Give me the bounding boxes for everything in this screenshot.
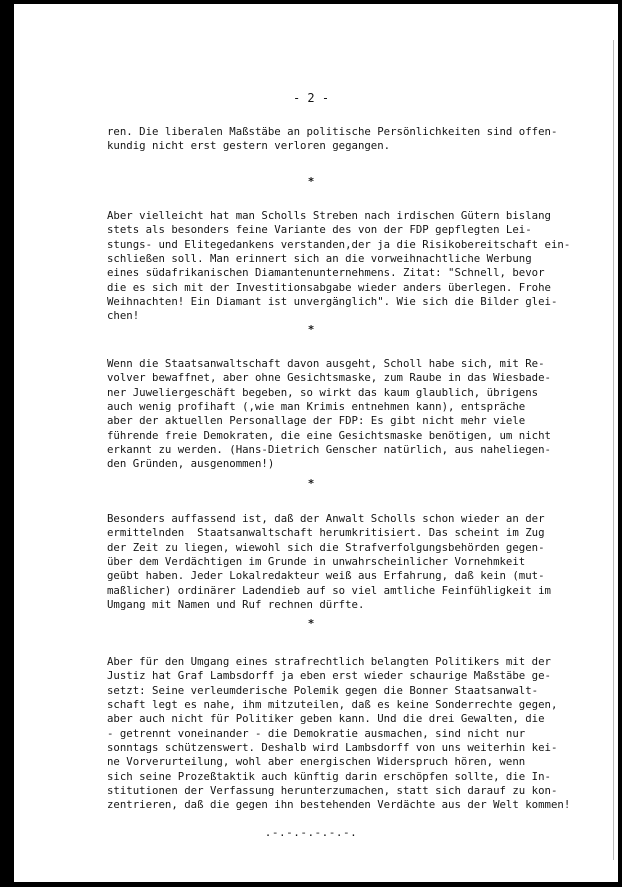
text-line: schaft legt es nahe, ihm mitzuteilen, daß es keine Sonderrechte gegen,: [107, 698, 558, 712]
text-line: Aber vielleicht hat man Scholls Streben nach irdischen Gütern bislang: [107, 209, 551, 222]
text-line: Besonders auffassend ist, daß der Anwalt Scholls schon wieder an der: [107, 512, 545, 525]
text-line: stets als besonders feine Variante des von der FDP gepflegten Lei-: [107, 223, 532, 237]
scan-border-bottom: [0, 882, 622, 887]
scan-border-top: [0, 0, 622, 4]
text-line: Weihnachten! Ein Diamant ist unvergänglich". Wie sich die Bilder glei-: [107, 295, 558, 309]
section-separator: *: [307, 617, 315, 630]
end-marker: .-.-.-.-.-.-.: [264, 826, 358, 839]
text-line: über dem Verdächtigen im Grunde in unwahrscheinlicher Vornehmkeit: [107, 555, 526, 569]
text-line: Wenn die Staatsanwaltschaft davon ausgeht, Scholl habe sich, mit Re-: [107, 357, 545, 370]
text-line: ermittelnden Staatsanwaltschaft herumkritisiert. Das scheint im Zug: [107, 526, 545, 540]
text-line: - getrennt voneinander - die Demokratie ausmachen, sind nicht nur: [107, 726, 526, 740]
section-separator: *: [307, 175, 315, 188]
text-line: Aber für den Umgang eines strafrechtlich belangten Politikers mit der: [107, 655, 551, 668]
paragraph-1: [107, 125, 595, 154]
section-separator: *: [307, 323, 315, 336]
text-line: volver bewaffnet, aber ohne Gesichtsmaske, zum Raube in das Wiesbade-: [107, 371, 551, 385]
text-line: geübt haben. Jeder Lokalredakteur weiß aus Erfahrung, daß kein (mut-: [107, 569, 545, 583]
text-line: ner Juweliergeschäft begeben, so wirkt das kaum glaublich, übrigens: [107, 385, 539, 399]
paragraph-3: [107, 357, 595, 472]
scan-border-right: [618, 0, 622, 887]
paragraph-2: [107, 209, 595, 324]
text-line: aber der aktuellen Personallage der FDP: Es gibt nicht mehr viele: [107, 414, 526, 428]
text-line: zentrieren, daß die gegen ihn bestehenden Verdächte aus der Welt kommen!: [107, 798, 571, 812]
text-line: der Zeit zu liegen, wiewohl sich die Strafverfolgungsbehörden gegen-: [107, 540, 545, 554]
paragraph-5: [107, 655, 595, 813]
text-line: schließen soll. Man erinnert sich an die vorweihnachtliche Werbung: [107, 252, 532, 266]
text-line: eines südafrikanischen Diamantenunternehmens. Zitat: "Schnell, bevor: [107, 266, 545, 280]
text-line: kundig nicht erst gestern verloren gegangen.: [107, 139, 391, 153]
page-number: - 2 -: [292, 91, 330, 105]
text-line: sich seine Prozeßtaktik auch künftig darin erschöpfen sollte, die In-: [107, 769, 551, 783]
text-line: Umgang mit Namen und Ruf rechnen dürfte.: [107, 598, 365, 612]
scan-border-left: [0, 0, 14, 887]
text-line: aber auch nicht für Politiker geben kann. Und die drei Gewalten, die: [107, 712, 545, 726]
section-separator: *: [307, 477, 315, 490]
text-line: stungs- und Elitegedankens verstanden,der ja die Risikobereitschaft ein-: [107, 237, 571, 251]
text-line: ne Vorverurteilung, wohl aber energischen Widerspruch hören, wenn: [107, 755, 526, 769]
text-line: chen!: [107, 309, 140, 323]
text-line: erkannt zu werden. (Hans-Dietrich Genscher natürlich, aus naheliegen-: [107, 443, 551, 457]
text-line: die es sich mit der Investitionsabgabe wieder anders überlegen. Frohe: [107, 280, 551, 294]
text-line: stitutionen der Verfassung herunterzumachen, statt sich darauf zu kon-: [107, 784, 558, 798]
text-line: sonntags schützenswert. Deshalb wird Lambsdorff von uns weiterhin kei-: [107, 741, 558, 755]
text-line: auch wenig profihaft (,wie man Krimis entnehmen kann), entspräche: [107, 400, 526, 414]
scan-edge-line: [613, 40, 614, 860]
text-line: maßlicher) ordinärer Ladendieb auf so viel amtliche Feinfühligkeit im: [107, 583, 551, 597]
paragraph-4: [107, 512, 595, 612]
text-line: setzt: Seine verleumderische Polemik gegen die Bonner Staatsanwalt-: [107, 683, 539, 697]
text-line: führende freie Demokraten, die eine Gesichtsmaske benötigen, um nicht: [107, 428, 551, 442]
text-line: den Gründen, ausgenommen!): [107, 457, 275, 471]
text-line: ren. Die liberalen Maßstäbe an politische Persönlichkeiten sind offen-: [107, 125, 558, 138]
text-line: Justiz hat Graf Lambsdorff ja eben erst wieder schaurige Maßstäbe ge-: [107, 669, 551, 683]
